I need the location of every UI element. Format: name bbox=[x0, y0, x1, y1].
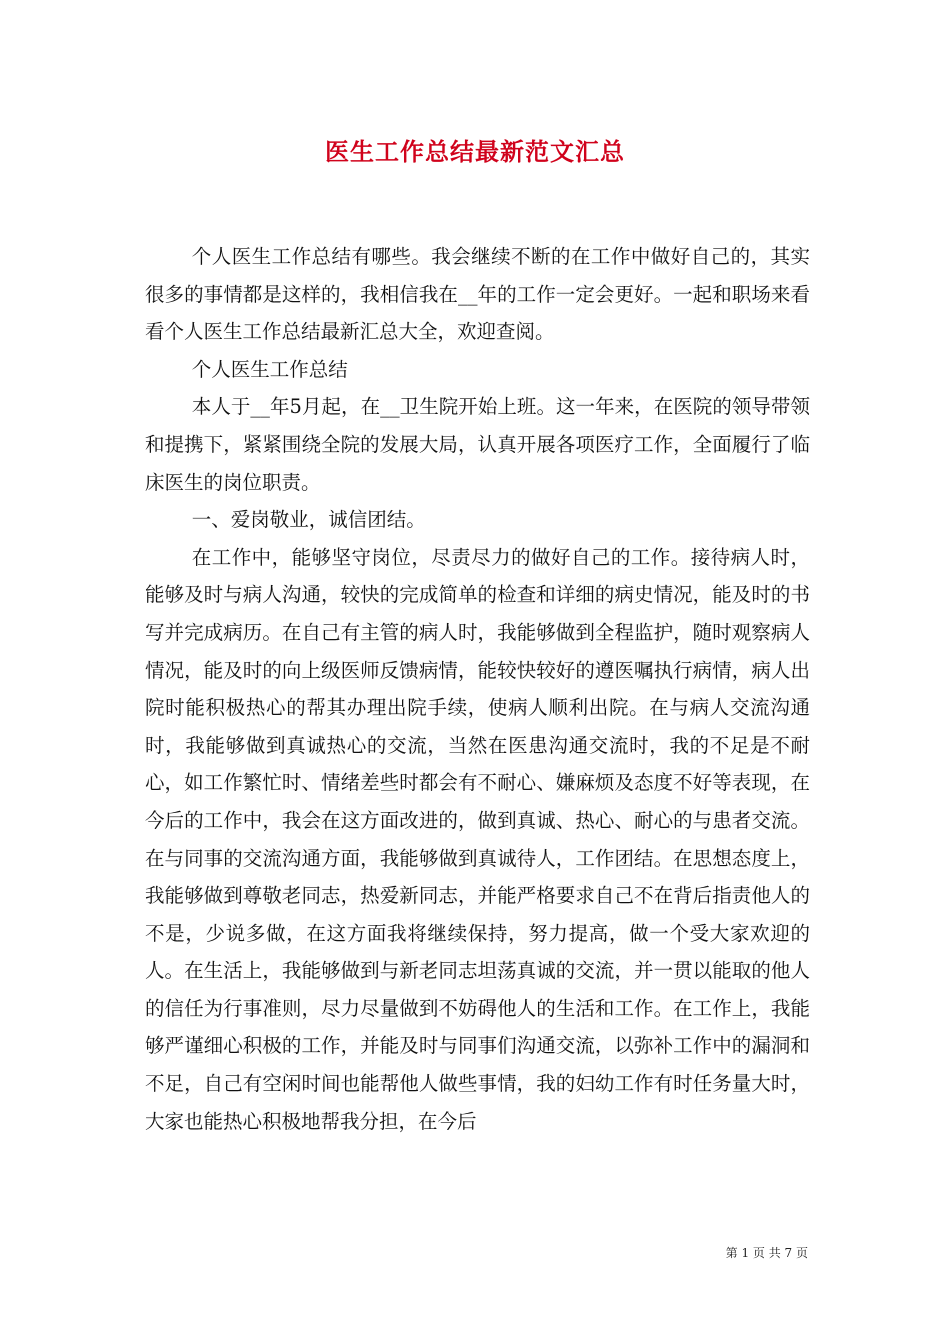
heading-1: 一、爱岗敬业，诚信团结。 bbox=[191, 508, 426, 532]
paragraph-2: 在工作中，能够坚守岗位，尽责尽力的做好自己的工作。接待病人时，能够及时与病人沟通，较快的完成简单的检查和详细的病史情况，能及时的书写并完成病历。在自己有主管的病人时，我能够做到全程监护，随时观察病人情况，能及时的向上级医师反馈病情，能较快较好的遵医嘱执行病情，病人出院时能积极热心的帮其办理出院手续，使病人顺利出院。在与病人交流沟通时，我能够做到真诚热心的交流，当然在医患沟通交流时，我的不足是不耐心，如工作繁忙时、情绪差些时都会有不耐心、嫌麻烦及态度不好等表现，在今后的工作中，我会在这方面改进的，做到真诚、热心、耐心的与患者交流。在与同事的交流沟通方面，我能够做到真诚待人，工作团结。在思想态度上，我能够做到尊敬老同志，热爱新同志，并能严格要求自己不在背后指责他人的不是，少说多做，在这方面我将继续保持，努力提高，做一个受大家欢迎的人。在生活上，我能够做到与新老同志坦荡真诚的交流，并一贯以能取的他人的信任为行事准则，尽力尽量做到不妨碍他人的生活和工作。在工作上，我能够严谨细心积极的工作，并能及时与同事们沟通交流，以弥补工作中的漏洞和不足，自己有空闲时间也能帮他人做些事情，我的妇幼工作有时任务量大时，大家也能热心积极地帮我分担，在今后 bbox=[145, 545, 810, 1133]
page-number: 第 1 页 共 7 页 bbox=[725, 1246, 808, 1260]
section-title: 个人医生工作总结 bbox=[191, 357, 348, 381]
paragraph-1: 本人于__年5月起，在__卫生院开始上班。这一年来，在医院的领导带领和提携下，紧紧围绕全院的发展大局，认真开展各项医疗工作，全面履行了临床医生的岗位职责。 bbox=[145, 395, 810, 494]
intro-paragraph: 个人医生工作总结有哪些。我会继续不断的在工作中做好自己的，其实很多的事情都是这样的，我相信我在__年的工作一定会更好。一起和职场来看看个人医生工作总结最新汇总大全，欢迎查阅。 bbox=[145, 245, 810, 344]
page-title: 医生工作总结最新范文汇总 bbox=[325, 137, 625, 166]
document-body bbox=[145, 238, 810, 1140]
